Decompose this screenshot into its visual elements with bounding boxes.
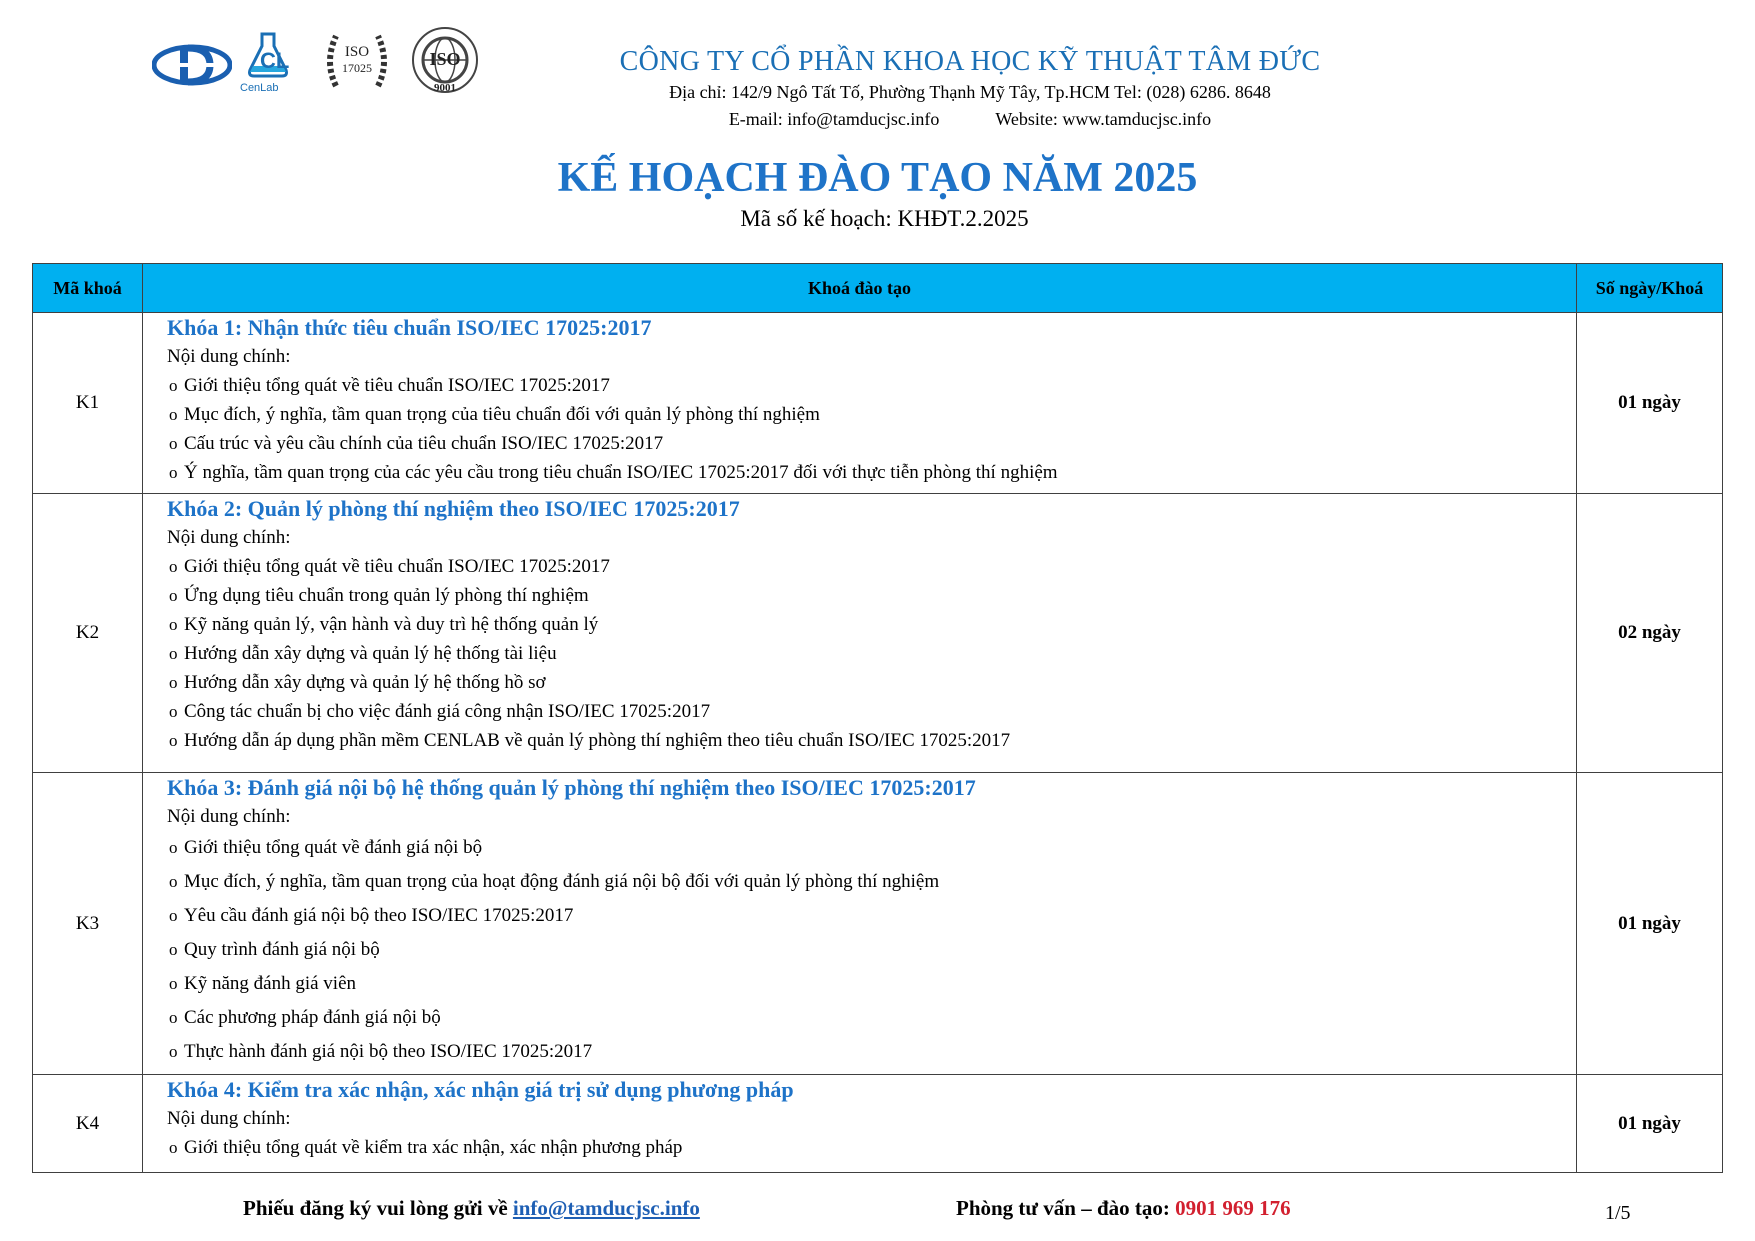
course-title: Khóa 1: Nhận thức tiêu chuẩn ISO/IEC 17025:2017 bbox=[167, 315, 652, 340]
footer-registration bbox=[243, 1196, 700, 1221]
iso-17025-badge-line2: 17025 bbox=[342, 61, 372, 75]
table-row bbox=[33, 773, 1723, 1075]
list-item: o Kỹ năng đánh giá viên bbox=[167, 967, 1576, 1001]
course-content bbox=[143, 773, 1577, 1075]
course-days: 02 ngày bbox=[1577, 494, 1723, 773]
bullet-icon: o bbox=[169, 673, 178, 692]
list-item: o Cấu trúc và yêu cầu chính của tiêu chuẩn ISO/IEC 17025:2017 bbox=[167, 429, 1576, 458]
page-title: KẾ HOẠCH ĐÀO TẠO NĂM 2025 bbox=[557, 155, 1198, 201]
course-content bbox=[143, 494, 1577, 773]
table-row bbox=[33, 1075, 1723, 1173]
course-code: K4 bbox=[33, 1075, 143, 1173]
footer-consult bbox=[956, 1196, 1291, 1221]
tamduc-logo-icon bbox=[152, 42, 232, 88]
course-subtitle: Nội dung chính: bbox=[167, 1108, 291, 1129]
footer-register-text: Phiếu đăng ký vui lòng gửi về bbox=[243, 1196, 513, 1220]
list-item: o Ý nghĩa, tầm quan trọng của các yêu cầu trong tiêu chuẩn ISO/IEC 17025:2017 đối với thực tiễn phòng thí nghiệm bbox=[167, 458, 1576, 487]
list-item: o Mục đích, ý nghĩa, tầm quan trọng của tiêu chuẩn đối với quản lý phòng thí nghiệm bbox=[167, 400, 1576, 429]
cenlab-logo bbox=[234, 30, 304, 100]
iso-17025-badge bbox=[322, 26, 392, 98]
bullet-icon: o bbox=[169, 615, 178, 634]
course-subtitle: Nội dung chính: bbox=[167, 527, 291, 548]
list-item: o Giới thiệu tổng quát về tiêu chuẩn ISO/IEC 17025:2017 bbox=[167, 371, 1576, 400]
bullet-icon: o bbox=[169, 906, 178, 925]
company-address: Địa chỉ: 142/9 Ngô Tất Tố, Phường Thạnh Mỹ Tây, Tp.HCM Tel: (028) 6286. 8648 bbox=[669, 82, 1271, 102]
bullet-icon: o bbox=[169, 940, 178, 959]
list-item: o Yêu cầu đánh giá nội bộ theo ISO/IEC 17025:2017 bbox=[167, 899, 1576, 933]
page-number: 1/5 bbox=[1605, 1202, 1631, 1224]
course-code: K3 bbox=[33, 773, 143, 1075]
list-item: o Thực hành đánh giá nội bộ theo ISO/IEC 17025:2017 bbox=[167, 1035, 1576, 1069]
course-days: 01 ngày bbox=[1577, 773, 1723, 1075]
header-course-code: Mã khoá bbox=[33, 264, 143, 313]
list-item: o Kỹ năng quản lý, vận hành và duy trì hệ thống quản lý bbox=[167, 610, 1576, 639]
course-title: Khóa 4: Kiểm tra xác nhận, xác nhận giá trị sử dụng phương pháp bbox=[167, 1077, 794, 1102]
course-title: Khóa 3: Đánh giá nội bộ hệ thống quản lý phòng thí nghiệm theo ISO/IEC 17025:2017 bbox=[167, 775, 976, 800]
bullet-icon: o bbox=[169, 731, 178, 750]
list-item: o Mục đích, ý nghĩa, tầm quan trọng của hoạt động đánh giá nội bộ đối với quản lý phòng thí nghiệm bbox=[167, 865, 1576, 899]
footer-email-link[interactable]: info@tamducjsc.info bbox=[512, 1196, 700, 1220]
bullet-icon: o bbox=[169, 974, 178, 993]
cl-logo-text: CL bbox=[260, 48, 290, 73]
iso-9001-badge bbox=[410, 26, 480, 98]
company-email: E-mail: info@tamducjsc.info bbox=[728, 109, 940, 129]
list-item: o Giới thiệu tổng quát về kiểm tra xác nhận, xác nhận phương pháp bbox=[167, 1133, 1576, 1162]
bullet-icon: o bbox=[169, 463, 178, 482]
company-contact bbox=[560, 109, 1380, 130]
bullet-icon: o bbox=[169, 1042, 178, 1061]
footer-phone: 0901 969 176 bbox=[1175, 1196, 1291, 1220]
header-days: Số ngày/Khoá bbox=[1577, 264, 1723, 313]
course-subtitle: Nội dung chính: bbox=[167, 806, 291, 827]
bullet-icon: o bbox=[169, 405, 178, 424]
bullet-icon: o bbox=[169, 872, 178, 891]
list-item: o Các phương pháp đánh giá nội bộ bbox=[167, 1001, 1576, 1035]
list-item: o Công tác chuẩn bị cho việc đánh giá công nhận ISO/IEC 17025:2017 bbox=[167, 697, 1576, 726]
company-website: Website: www.tamducjsc.info bbox=[995, 109, 1212, 129]
table-header-row bbox=[33, 264, 1723, 313]
cenlab-logo-text: CenLab bbox=[240, 82, 279, 94]
bullet-icon: o bbox=[169, 838, 178, 857]
footer-consult-label: Phòng tư vấn – đào tạo: bbox=[956, 1196, 1176, 1220]
list-item: o Quy trình đánh giá nội bộ bbox=[167, 933, 1576, 967]
course-days: 01 ngày bbox=[1577, 1075, 1723, 1173]
bullet-icon: o bbox=[169, 1008, 178, 1027]
iso-9001-badge-line2: 9001 bbox=[434, 82, 456, 94]
course-content bbox=[143, 313, 1577, 494]
plan-code: Mã số kế hoạch: KHĐT.2.2025 bbox=[740, 206, 1029, 231]
table-row bbox=[33, 494, 1723, 773]
list-item: o Ứng dụng tiêu chuẩn trong quản lý phòng thí nghiệm bbox=[167, 581, 1576, 610]
company-info bbox=[560, 46, 1380, 130]
course-subtitle: Nội dung chính: bbox=[167, 346, 291, 367]
course-code: K1 bbox=[33, 313, 143, 494]
iso-17025-badge-line1: ISO bbox=[344, 44, 370, 60]
company-logos bbox=[150, 26, 480, 106]
training-plan-table bbox=[32, 263, 1723, 1173]
table-row bbox=[33, 313, 1723, 494]
bullet-icon: o bbox=[169, 557, 178, 576]
bullet-icon: o bbox=[169, 702, 178, 721]
header-course-name: Khoá đào tạo bbox=[143, 264, 1577, 313]
company-name: CÔNG TY CỔ PHẦN KHOA HỌC KỸ THUẬT TÂM ĐỨC bbox=[619, 46, 1321, 77]
bullet-icon: o bbox=[169, 1138, 178, 1157]
course-content bbox=[143, 1075, 1577, 1173]
list-item: o Giới thiệu tổng quát về tiêu chuẩn ISO/IEC 17025:2017 bbox=[167, 552, 1576, 581]
list-item: o Giới thiệu tổng quát về đánh giá nội bộ bbox=[167, 831, 1576, 865]
course-title: Khóa 2: Quản lý phòng thí nghiệm theo ISO/IEC 17025:2017 bbox=[167, 496, 740, 521]
list-item: o Hướng dẫn xây dựng và quản lý hệ thống tài liệu bbox=[167, 639, 1576, 668]
list-item: o Hướng dẫn xây dựng và quản lý hệ thống hồ sơ bbox=[167, 668, 1576, 697]
iso-9001-badge-line1: ISO bbox=[429, 49, 461, 69]
bullet-icon: o bbox=[169, 376, 178, 395]
course-code: K2 bbox=[33, 494, 143, 773]
bullet-icon: o bbox=[169, 644, 178, 663]
course-days: 01 ngày bbox=[1577, 313, 1723, 494]
list-item: o Hướng dẫn áp dụng phần mềm CENLAB về quản lý phòng thí nghiệm theo tiêu chuẩn ISO/IEC 17025:2017 bbox=[167, 726, 1576, 755]
bullet-icon: o bbox=[169, 434, 178, 453]
bullet-icon: o bbox=[169, 586, 178, 605]
